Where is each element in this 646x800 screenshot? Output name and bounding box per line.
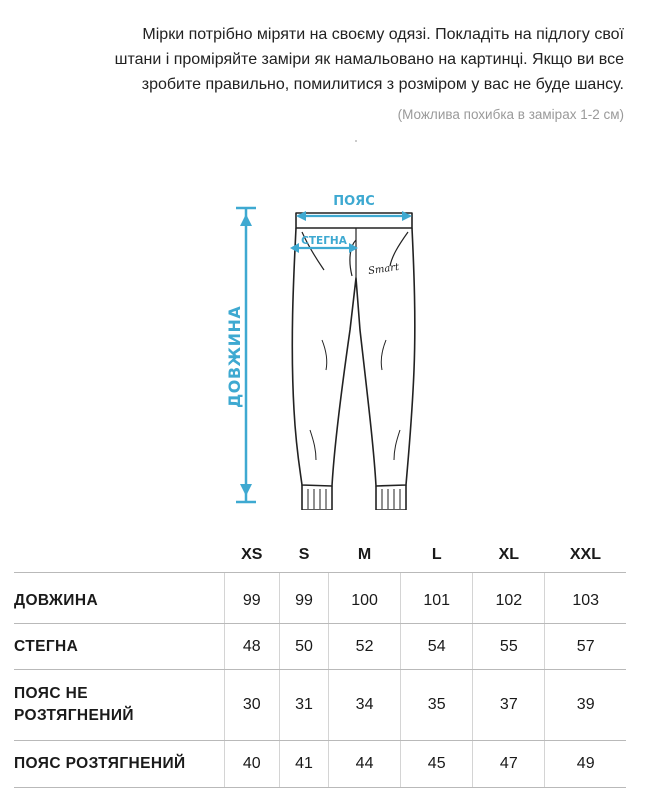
- cell-value: 47: [473, 741, 545, 788]
- cell-value: 103: [545, 573, 626, 624]
- decorative-dot: [355, 140, 357, 142]
- cell-value: 100: [329, 573, 401, 624]
- row-label: ДОВЖИНА: [14, 573, 224, 624]
- cell-value: 41: [280, 741, 329, 788]
- measurement-error-note: (Можлива похибка в замірах 1-2 см): [397, 107, 624, 122]
- cell-value: 102: [473, 573, 545, 624]
- table-row: [14, 670, 626, 741]
- table-row: [14, 624, 626, 670]
- cell-value: 101: [401, 573, 473, 624]
- header-size-m: M: [329, 538, 401, 573]
- row-label-line-1: ПОЯС НЕ: [14, 685, 88, 702]
- cell-value: 35: [401, 670, 473, 741]
- cell-value: 44: [329, 741, 401, 788]
- waist-label: ПОЯС: [333, 194, 375, 209]
- cell-value: 37: [473, 670, 545, 741]
- header-size-l: L: [401, 538, 473, 573]
- cell-value: 30: [224, 670, 280, 741]
- intro-line-2: штани і проміряйте заміри як намальовано на картинці. Якщо ви все: [114, 51, 624, 68]
- cell-value: 49: [545, 741, 626, 788]
- header-size-xl: XL: [473, 538, 545, 573]
- brand-logo: Smart: [367, 261, 400, 278]
- pants-measurement-diagram: [210, 180, 430, 510]
- row-label-line-2: РОЗТЯГНЕНИЙ: [14, 707, 134, 724]
- size-chart-table: [14, 538, 626, 788]
- cell-value: 39: [545, 670, 626, 741]
- header-size-xxl: XXL: [545, 538, 626, 573]
- cell-value: 54: [401, 624, 473, 670]
- hips-label: СТЕГНА: [301, 235, 347, 247]
- cell-value: 48: [224, 624, 280, 670]
- cell-value: 52: [329, 624, 401, 670]
- row-label: СТЕГНА: [14, 624, 224, 670]
- row-label: ПОЯС РОЗТЯГНЕНИЙ: [14, 741, 224, 788]
- table-row: [14, 573, 626, 624]
- cell-value: 57: [545, 624, 626, 670]
- header-empty-cell: [14, 538, 224, 573]
- row-label: [14, 670, 224, 741]
- pants-outline: [292, 213, 415, 510]
- table-header-row: [14, 538, 626, 573]
- cell-value: 31: [280, 670, 329, 741]
- length-label: ДОВЖИНА: [225, 305, 244, 408]
- intro-line-1: Мірки потрібно міряти на своєму одязі. Покладіть на підлогу свої: [142, 26, 624, 43]
- intro-text: [24, 22, 624, 97]
- table-row: [14, 741, 626, 788]
- cell-value: 55: [473, 624, 545, 670]
- pants-illustration: [210, 180, 430, 510]
- cell-value: 99: [280, 573, 329, 624]
- header-size-s: S: [280, 538, 329, 573]
- cell-value: 50: [280, 624, 329, 670]
- cell-value: 40: [224, 741, 280, 788]
- cell-value: 45: [401, 741, 473, 788]
- cell-value: 99: [224, 573, 280, 624]
- cell-value: 34: [329, 670, 401, 741]
- intro-line-3: зробите правильно, помилитися з розміром у вас не буде шансу.: [141, 76, 624, 93]
- header-size-xs: XS: [224, 538, 280, 573]
